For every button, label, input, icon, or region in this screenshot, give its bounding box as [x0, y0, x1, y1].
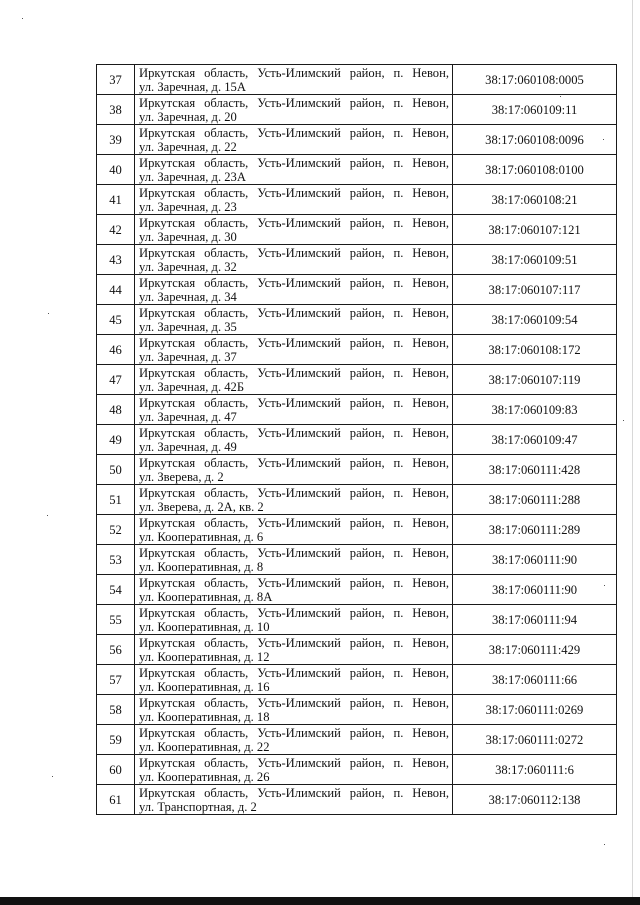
row-number-cell: 45 — [97, 305, 135, 335]
cadastral-number-cell: 38:17:060107:117 — [453, 275, 617, 305]
cadastral-number-cell: 38:17:060112:138 — [453, 785, 617, 815]
address-region-line: Иркутская область, Усть-Илимский район, п. Невон, — [139, 695, 449, 710]
address-street-line: ул. Заречная, д. 42Б — [139, 379, 245, 394]
cadastral-number-cell: 38:17:060111:94 — [453, 605, 617, 635]
table-row — [97, 515, 617, 545]
address-region-line: Иркутская область, Усть-Илимский район, п. Невон, — [139, 515, 449, 530]
address-region-line: Иркутская область, Усть-Илимский район, п. Невон, — [139, 95, 449, 110]
address-region-line: Иркутская область, Усть-Илимский район, п. Невон, — [139, 755, 449, 770]
address-cell — [135, 65, 453, 95]
table-row — [97, 755, 617, 785]
table-row — [97, 305, 617, 335]
address-region-line: Иркутская область, Усть-Илимский район, п. Невон, — [139, 785, 449, 800]
address-region-line: Иркутская область, Усть-Илимский район, п. Невон, — [139, 65, 449, 80]
address-cell — [135, 395, 453, 425]
address-street-line: ул. Кооперативная, д. 8А — [139, 589, 273, 604]
cadastral-number-cell: 38:17:060109:47 — [453, 425, 617, 455]
row-number-cell: 51 — [97, 485, 135, 515]
address-region-line: Иркутская область, Усть-Илимский район, п. Невон, — [139, 605, 449, 620]
cadastral-number-cell: 38:17:060111:90 — [453, 575, 617, 605]
address-cell — [135, 755, 453, 785]
row-number-cell: 41 — [97, 185, 135, 215]
address-cell — [135, 545, 453, 575]
address-street-line: ул. Заречная, д. 30 — [139, 229, 237, 244]
address-street-line: ул. Кооперативная, д. 18 — [139, 709, 270, 724]
address-cell — [135, 665, 453, 695]
row-number-cell: 53 — [97, 545, 135, 575]
table-row — [97, 125, 617, 155]
address-cell — [135, 455, 453, 485]
row-number-cell: 37 — [97, 65, 135, 95]
address-region-line: Иркутская область, Усть-Илимский район, п. Невон, — [139, 245, 449, 260]
row-number-cell: 38 — [97, 95, 135, 125]
address-street-line: ул. Заречная, д. 32 — [139, 259, 237, 274]
address-cell — [135, 215, 453, 245]
cadastral-number-cell: 38:17:060111:429 — [453, 635, 617, 665]
address-region-line: Иркутская область, Усть-Илимский район, п. Невон, — [139, 425, 449, 440]
address-region-line: Иркутская область, Усть-Илимский район, п. Невон, — [139, 635, 449, 650]
address-region-line: Иркутская область, Усть-Илимский район, п. Невон, — [139, 215, 449, 230]
address-cell — [135, 245, 453, 275]
address-street-line: ул. Заречная, д. 34 — [139, 289, 237, 304]
address-cell — [135, 515, 453, 545]
address-cell — [135, 635, 453, 665]
row-number-cell: 40 — [97, 155, 135, 185]
address-street-line: ул. Кооперативная, д. 26 — [139, 769, 270, 784]
address-street-line: ул. Кооперативная, д. 6 — [139, 529, 264, 544]
table-row — [97, 425, 617, 455]
address-cell — [135, 305, 453, 335]
address-region-line: Иркутская область, Усть-Илимский район, п. Невон, — [139, 455, 449, 470]
row-number-cell: 54 — [97, 575, 135, 605]
cadastral-number-cell: 38:17:060111:66 — [453, 665, 617, 695]
address-street-line: ул. Заречная, д. 20 — [139, 109, 237, 124]
cadastral-number-cell: 38:17:060107:119 — [453, 365, 617, 395]
address-region-line: Иркутская область, Усть-Илимский район, п. Невон, — [139, 305, 449, 320]
row-number-cell: 58 — [97, 695, 135, 725]
address-cell — [135, 695, 453, 725]
cadastral-number-cell: 38:17:060109:51 — [453, 245, 617, 275]
address-street-line: ул. Заречная, д. 49 — [139, 439, 237, 454]
cadastral-number-cell: 38:17:060111:288 — [453, 485, 617, 515]
address-cell — [135, 575, 453, 605]
address-region-line: Иркутская область, Усть-Илимский район, п. Невон, — [139, 155, 449, 170]
row-number-cell: 59 — [97, 725, 135, 755]
address-cell — [135, 95, 453, 125]
address-street-line: ул. Зверева, д. 2А, кв. 2 — [139, 499, 264, 514]
cadastral-number-cell: 38:17:060109:11 — [453, 95, 617, 125]
table-row — [97, 635, 617, 665]
table-row — [97, 365, 617, 395]
cadastral-number-cell: 38:17:060108:21 — [453, 185, 617, 215]
cadastral-number-cell: 38:17:060109:54 — [453, 305, 617, 335]
row-number-cell: 60 — [97, 755, 135, 785]
address-street-line: ул. Кооперативная, д. 12 — [139, 649, 270, 664]
address-region-line: Иркутская область, Усть-Илимский район, п. Невон, — [139, 485, 449, 500]
table-row — [97, 155, 617, 185]
address-region-line: Иркутская область, Усть-Илимский район, п. Невон, — [139, 725, 449, 740]
cadastral-number-cell: 38:17:060111:90 — [453, 545, 617, 575]
table-row — [97, 65, 617, 95]
address-region-line: Иркутская область, Усть-Илимский район, п. Невон, — [139, 275, 449, 290]
address-cell — [135, 605, 453, 635]
row-number-cell: 50 — [97, 455, 135, 485]
cadastral-number-cell: 38:17:060108:0096 — [453, 125, 617, 155]
row-number-cell: 47 — [97, 365, 135, 395]
row-number-cell: 44 — [97, 275, 135, 305]
row-number-cell: 61 — [97, 785, 135, 815]
row-number-cell: 43 — [97, 245, 135, 275]
cadastral-number-cell: 38:17:060111:0269 — [453, 695, 617, 725]
cadastral-number-cell: 38:17:060109:83 — [453, 395, 617, 425]
scan-edge-bottom — [0, 897, 640, 905]
cadastral-number-cell: 38:17:060111:0272 — [453, 725, 617, 755]
address-cell — [135, 155, 453, 185]
row-number-cell: 39 — [97, 125, 135, 155]
address-region-line: Иркутская область, Усть-Илимский район, п. Невон, — [139, 335, 449, 350]
cadastral-number-cell: 38:17:060111:289 — [453, 515, 617, 545]
table-row — [97, 455, 617, 485]
address-street-line: ул. Заречная, д. 15А — [139, 79, 246, 94]
address-cell — [135, 185, 453, 215]
row-number-cell: 55 — [97, 605, 135, 635]
address-cell — [135, 365, 453, 395]
table-row — [97, 245, 617, 275]
address-region-line: Иркутская область, Усть-Илимский район, п. Невон, — [139, 365, 449, 380]
address-street-line: ул. Заречная, д. 37 — [139, 349, 237, 364]
cadastral-number-cell: 38:17:060107:121 — [453, 215, 617, 245]
address-region-line: Иркутская область, Усть-Илимский район, п. Невон, — [139, 665, 449, 680]
table-row — [97, 95, 617, 125]
address-cell — [135, 125, 453, 155]
row-number-cell: 42 — [97, 215, 135, 245]
table-row — [97, 335, 617, 365]
row-number-cell: 57 — [97, 665, 135, 695]
table-row — [97, 485, 617, 515]
cadastral-number-cell: 38:17:060111:6 — [453, 755, 617, 785]
row-number-cell: 48 — [97, 395, 135, 425]
table-row — [97, 605, 617, 635]
cadastral-number-cell: 38:17:060108:0100 — [453, 155, 617, 185]
table-row — [97, 665, 617, 695]
cadastral-number-cell: 38:17:060111:428 — [453, 455, 617, 485]
table-row — [97, 215, 617, 245]
address-region-line: Иркутская область, Усть-Илимский район, п. Невон, — [139, 395, 449, 410]
cadastral-number-cell: 38:17:060108:0005 — [453, 65, 617, 95]
address-street-line: ул. Заречная, д. 47 — [139, 409, 237, 424]
table-row — [97, 185, 617, 215]
row-number-cell: 49 — [97, 425, 135, 455]
table-row — [97, 725, 617, 755]
scan-edge-right — [632, 0, 633, 905]
address-region-line: Иркутская область, Усть-Илимский район, п. Невон, — [139, 125, 449, 140]
address-region-line: Иркутская область, Усть-Илимский район, п. Невон, — [139, 575, 449, 590]
table-row — [97, 545, 617, 575]
row-number-cell: 52 — [97, 515, 135, 545]
address-street-line: ул. Заречная, д. 23А — [139, 169, 246, 184]
address-cell — [135, 485, 453, 515]
row-number-cell: 56 — [97, 635, 135, 665]
row-number-cell: 46 — [97, 335, 135, 365]
address-street-line: ул. Зверева, д. 2 — [139, 469, 224, 484]
registry-table-body — [97, 65, 617, 815]
address-street-line: ул. Кооперативная, д. 10 — [139, 619, 270, 634]
address-region-line: Иркутская область, Усть-Илимский район, п. Невон, — [139, 185, 449, 200]
address-street-line: ул. Кооперативная, д. 16 — [139, 679, 270, 694]
address-cell — [135, 725, 453, 755]
address-street-line: ул. Кооперативная, д. 22 — [139, 739, 270, 754]
address-cell — [135, 785, 453, 815]
address-street-line: ул. Заречная, д. 23 — [139, 199, 237, 214]
address-street-line: ул. Заречная, д. 22 — [139, 139, 237, 154]
property-registry-table — [96, 64, 617, 815]
table-row — [97, 575, 617, 605]
table-row — [97, 395, 617, 425]
table-row — [97, 785, 617, 815]
cadastral-number-cell: 38:17:060108:172 — [453, 335, 617, 365]
address-cell — [135, 275, 453, 305]
table-row — [97, 695, 617, 725]
address-street-line: ул. Кооперативная, д. 8 — [139, 559, 264, 574]
table-row — [97, 275, 617, 305]
address-region-line: Иркутская область, Усть-Илимский район, п. Невон, — [139, 545, 449, 560]
address-street-line: ул. Заречная, д. 35 — [139, 319, 237, 334]
address-cell — [135, 335, 453, 365]
address-cell — [135, 425, 453, 455]
address-street-line: ул. Транспортная, д. 2 — [139, 799, 257, 814]
